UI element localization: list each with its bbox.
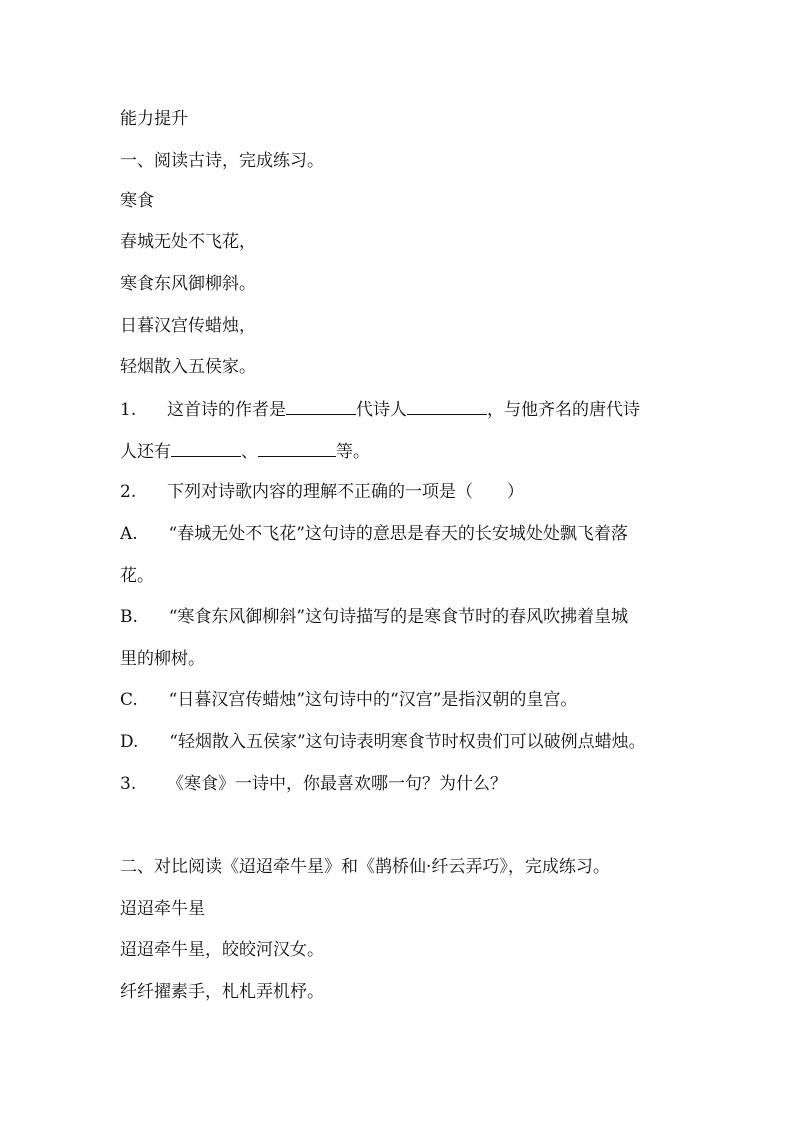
poem-line: 迢迢牵牛星，皎皎河汉女。 xyxy=(120,940,324,960)
question-number: 1. xyxy=(120,400,137,420)
section-title: 能力提升 xyxy=(120,109,188,129)
question-text: 等。 xyxy=(336,442,370,462)
option-label: D. xyxy=(120,732,139,752)
option-label: C. xyxy=(120,690,138,710)
option-text: “日暮汉宫传蜡烛”这句诗中的“汉宫”是指汉朝的皇宫。 xyxy=(168,690,578,710)
question-3 xyxy=(120,773,507,795)
poem-line: 纤纤擢素手，札札弄机杼。 xyxy=(120,982,324,1002)
poem-line: 春城无处不飞花， xyxy=(120,232,256,252)
question-text: 《寒食》一诗中，你最喜欢哪一句？为什么？ xyxy=(167,774,508,794)
part1-heading: 一、阅读古诗，完成练习。 xyxy=(120,151,324,171)
option-label: A. xyxy=(120,524,138,544)
option-b-continued: 里的柳树。 xyxy=(120,649,205,669)
answer-blank[interactable] xyxy=(171,440,241,457)
poem-title: 寒食 xyxy=(120,191,154,211)
option-label: B. xyxy=(120,607,138,627)
question-text: ，与他齐名的唐代诗 xyxy=(487,400,641,420)
answer-blank[interactable] xyxy=(286,398,356,415)
part2-heading: 二、对比阅读《迢迢牵牛星》和《鹊桥仙·纤云弄巧》，完成练习。 xyxy=(120,857,610,877)
separator: 、 xyxy=(241,442,258,462)
option-text: “轻烟散入五侯家”这句诗表明寒食节时权贵们可以破例点蜡烛。 xyxy=(169,732,646,752)
option-text: “春城无处不飞花”这句诗的意思是春天的长安城处处飘飞着落 xyxy=(168,524,628,544)
option-d xyxy=(120,731,646,753)
question-1-continued xyxy=(120,440,370,463)
question-2 xyxy=(120,481,524,503)
option-a xyxy=(120,523,628,545)
poem-title: 迢迢牵牛星 xyxy=(120,899,205,919)
question-number: 2. xyxy=(120,482,137,502)
question-text: 下列对诗歌内容的理解不正确的一项是（ ） xyxy=(167,482,525,502)
question-text: 这首诗的作者是 xyxy=(167,400,287,420)
poem-line: 日暮汉宫传蜡烛， xyxy=(120,316,256,336)
option-c xyxy=(120,689,577,711)
question-text: 人还有 xyxy=(120,442,171,462)
option-a-continued: 花。 xyxy=(120,566,154,586)
poem-line: 轻烟散入五侯家。 xyxy=(120,357,256,377)
question-1 xyxy=(120,398,640,421)
poem-line: 寒食东风御柳斜。 xyxy=(120,274,256,294)
option-text: “寒食东风御柳斜”这句诗描写的是寒食节时的春风吹拂着皇城 xyxy=(168,607,629,627)
question-number: 3. xyxy=(120,774,137,794)
answer-blank[interactable] xyxy=(258,440,336,457)
question-text: 代诗人 xyxy=(356,400,408,420)
answer-blank[interactable] xyxy=(407,398,487,415)
option-b xyxy=(120,606,628,628)
